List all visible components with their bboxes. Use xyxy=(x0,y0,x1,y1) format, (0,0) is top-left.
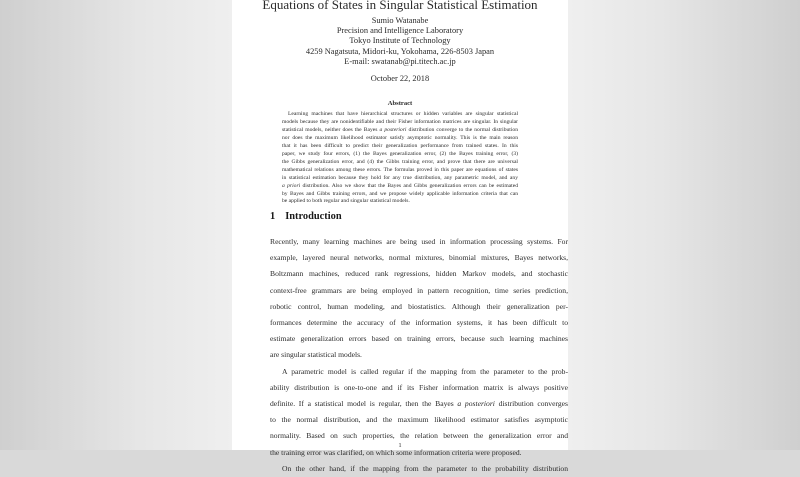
body-line: On the other hand, if the mapping from the parameter to the probability distribution xyxy=(282,463,568,473)
author-institute: Tokyo Institute of Technology xyxy=(349,36,451,46)
body-line: are singular statistical models. xyxy=(270,350,362,360)
body-line: estimate generalization errors based on training errors, because such learning machines xyxy=(270,334,568,344)
body-line: ability distribution is one-to-one and if its Fisher information matrix is always positive xyxy=(270,382,568,392)
body-line: example, layered neural networks, normal mixtures, binomial mixtures, Bayes networks, xyxy=(270,253,568,263)
author-block xyxy=(232,16,568,67)
author-email[interactable]: E-mail: swatanab@pi.titech.ac.jp xyxy=(344,56,456,66)
abstract-line: Learning machines that have hierarchical structures or hidden variables are singular statistical xyxy=(288,111,518,117)
abstract-line: statistical models, neither does the Bayes a posteriori distribution converge to the normal distribution xyxy=(282,126,518,133)
viewer-background-left xyxy=(0,0,232,450)
abstract-line: in statistical estimation because they hold for any true distribution, any parametric model, and any xyxy=(282,174,518,181)
body-line: robotic control, human modeling, and biostatistics. Although their generalization per- xyxy=(270,301,568,311)
paper-page xyxy=(232,0,568,473)
body-text xyxy=(270,234,568,477)
section-title: Introduction xyxy=(285,211,342,222)
page-number: 1 xyxy=(398,442,402,449)
abstract-heading: Abstract xyxy=(387,100,413,107)
body-line: Boltzmann machines, reduced rank regressions, hidden Markov models, and stochastic xyxy=(270,269,568,279)
abstract-line: the Gibbs generalization error, and (4) the Gibbs training error, and prove that there are universal xyxy=(282,158,518,165)
section-number: 1 xyxy=(270,211,276,222)
author-lab: Precision and Intelligence Laboratory xyxy=(336,26,464,36)
abstract-body xyxy=(282,111,518,206)
body-line: the training error was clarified, on which some information criteria were proposed. xyxy=(270,447,522,457)
body-line: formances determine the accuracy of the information systems, it has been difficult to xyxy=(270,318,568,328)
viewer-background-right xyxy=(568,0,800,450)
body-line: Recently, many learning machines are being used in information processing systems. For xyxy=(270,237,568,246)
paper-title: Equations of States in Singular Statistical Estimation xyxy=(262,0,538,12)
body-line: definite. If a statistical model is regular, then the Bayes a posteriori distribution converges xyxy=(270,399,568,409)
body-line: normality. Based on such properties, the relation between the generalization error and xyxy=(270,431,568,441)
abstract-line: nor does the maximum likelihood estimator satisfy asymptotic normality. This is the main reason xyxy=(282,134,518,141)
section-heading xyxy=(270,211,342,222)
abstract-line: paper, we study four errors, (1) the Bayes generalization error, (2) the Bayes training error, (3) xyxy=(282,150,518,157)
abstract-line: be applied to both regular and singular statistical models. xyxy=(282,198,410,205)
abstract-line: models because they are nonidentifiable and their Fisher information matrices are singular. In singular xyxy=(282,118,518,125)
abstract-line: mathematical relations among these errors. The formulas proved in this paper are equations of states xyxy=(282,166,518,173)
author-name: Sumio Watanabe xyxy=(371,16,429,25)
abstract-line: a priori distribution. Also we show that the Bayes and Gibbs generalization errors can be estimated xyxy=(282,182,518,189)
author-address: 4259 Nagatsuta, Midori-ku, Yokohama, 226-8503 Japan xyxy=(305,46,495,56)
body-line: context-free grammars are being employed in pattern recognition, time series prediction, xyxy=(270,285,568,295)
abstract-line: that it has been difficult to predict their generalization performance from trained states. In this xyxy=(282,142,518,149)
abstract-line: by Bayes and Gibbs training errors, and we propose widely applicable information criteria that can xyxy=(282,190,518,197)
body-line: A parametric model is called regular if the mapping from the parameter to the prob- xyxy=(282,366,568,376)
paper-date: October 22, 2018 xyxy=(370,74,430,83)
body-line: to the normal distribution, and the maximum likelihood estimator satisfies asymptotic xyxy=(270,415,568,425)
